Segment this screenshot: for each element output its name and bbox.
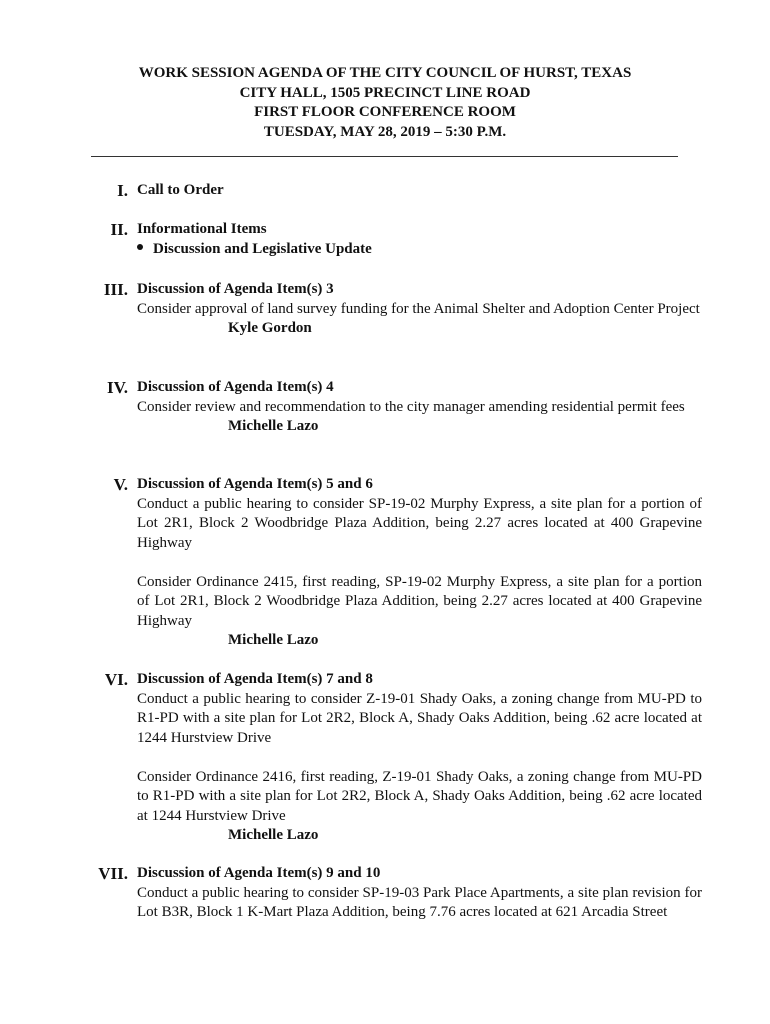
header-room: FIRST FLOOR CONFERENCE ROOM (254, 104, 516, 120)
item-title: Discussion of Agenda Item(s) 7 and 8 (137, 671, 373, 687)
item-presenter: Kyle Gordon (228, 320, 312, 336)
item-presenter: Michelle Lazo (228, 827, 319, 843)
bullet-item (137, 240, 702, 260)
bullet-text: Discussion and Legislative Update (153, 240, 372, 257)
item-numeral: II. (110, 220, 128, 239)
item-title: Informational Items (137, 221, 267, 237)
agenda-header (0, 64, 770, 142)
item-numeral: VII. (98, 864, 128, 883)
item-numeral: I. (117, 181, 128, 200)
item-description: Consider approval of land survey funding for the Animal Shelter and Adoption Center Project (137, 300, 700, 317)
bullet-icon (137, 244, 143, 250)
item-numeral: V. (113, 475, 128, 494)
item-description: Conduct a public hearing to consider SP-19-02 Murphy Express, a site plan for a portion of Lot 2R1, Block 2 Woodbridge Plaza Addition, being 2.27 acres located at 400 Grapevine Highway (137, 495, 702, 551)
item-title: Discussion of Agenda Item(s) 3 (137, 281, 334, 297)
item-description: Consider Ordinance 2416, first reading, Z-19-01 Shady Oaks, a zoning change from MU-PD to R1-PD with a site plan for Lot 2R2, Block A, Shady Oaks Addition, being .62 acre located at 1244 Hurstview Drive (137, 768, 702, 824)
item-title: Discussion of Agenda Item(s) 9 and 10 (137, 865, 381, 881)
item-numeral: VI. (104, 670, 128, 689)
item-title: Discussion of Agenda Item(s) 5 and 6 (137, 476, 373, 492)
item-numeral: IV. (107, 378, 128, 397)
header-date: TUESDAY, MAY 28, 2019 – 5:30 P.M. (263, 123, 507, 140)
item-description: Consider Ordinance 2415, first reading, SP-19-02 Murphy Express, a site plan for a portion of Lot 2R1, Block 2 Woodbridge Plaza Addition, being 2.27 acres located at 400 Grapevine Highway (137, 573, 702, 629)
item-description: Conduct a public hearing to consider Z-19-01 Shady Oaks, a zoning change from MU-PD to R1-PD with a site plan for Lot 2R2, Block A, Shady Oaks Addition, being .62 acre located at 1244 Hurstview Drive (137, 690, 702, 746)
header-title: WORK SESSION AGENDA OF THE CITY COUNCIL OF HURST, TEXAS (138, 65, 632, 81)
item-presenter: Michelle Lazo (228, 418, 319, 434)
header-location: CITY HALL, 1505 PRECINCT LINE ROAD (239, 84, 531, 101)
item-title: Call to Order (137, 182, 224, 198)
header-divider (91, 156, 678, 157)
item-presenter: Michelle Lazo (228, 632, 319, 648)
item-description: Consider review and recommendation to the city manager amending residential permit fees (137, 398, 685, 415)
item-numeral: III. (103, 280, 128, 299)
item-title: Discussion of Agenda Item(s) 4 (137, 379, 334, 395)
item-description: Conduct a public hearing to consider SP-19-03 Park Place Apartments, a site plan revision for Lot B3R, Block 1 K-Mart Plaza Addition, being 7.76 acres located at 621 Arcadia Street (137, 884, 702, 920)
